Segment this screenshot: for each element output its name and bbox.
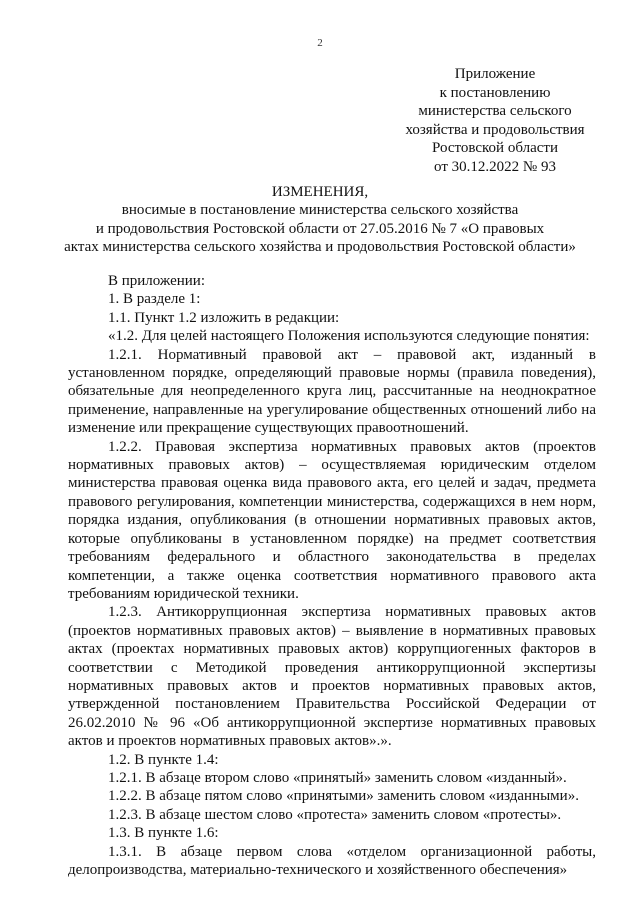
paragraph: 1.2.3. В абзаце шестом слово «протеста» заменить словом «протесты».: [108, 806, 562, 823]
paragraph: «1.2. Для целей настоящего Положения используются следующие понятия:: [108, 328, 590, 345]
paragraph: В приложении:: [108, 273, 205, 289]
appendix-line: Приложение: [454, 66, 536, 82]
appendix-line: от 30.12.2022 № 93: [434, 158, 556, 175]
subtitle-line: и продовольствия Ростовской области от 27.05.2016 № 7 «О правовых: [95, 220, 545, 237]
paragraph: 1.2.1. Нормативный правовой акт – правовой акт, изданный в установленном порядке, определяющий правовые нормы (правила поведения), обязательные для неопределенного круга лиц, рассчитанные на неоднократное применение, направленные на урегулирование общественных отношений либо на изменение или прекращение существующих правоотношений.: [68, 346, 596, 437]
paragraph: 1.2.1. В абзаце втором слово «принятый» заменить словом «изданный».: [108, 769, 567, 786]
paragraph: 1.2.2. Правовая экспертиза нормативных правовых актов (проектов нормативных правовых актов) – осуществляемая юридическим отделом министерства правовая оценка вида правового акта, его целей и задач, предмета правового регулирования, компетенции министерства, содержащихся в нем норм, порядка издания, опубликования (в отношении нормативных правовых актов, которые опубликованы в установленном порядке) на предмет соответствия требованиям федерального и областного законодательства в пределах компетенции, а также оценка соответствия нормативного правового акта требованиям юридической техники.: [68, 438, 596, 602]
page-number: 2: [317, 37, 323, 49]
paragraph: 1.1. Пункт 1.2 изложить в редакции:: [108, 309, 340, 326]
paragraph: 1. В разделе 1:: [108, 291, 201, 308]
appendix-line: к постановлению: [439, 84, 551, 101]
appendix-line: Ростовской области: [432, 140, 558, 156]
appendix-line: министерства сельского: [418, 103, 572, 119]
paragraph: 1.3. В пункте 1.6:: [108, 825, 219, 842]
subtitle-line: вносимые в постановление министерства сельского хозяйства: [121, 202, 519, 218]
paragraph: 1.2.3. Антикоррупционная экспертиза нормативных правовых актов (проектов нормативных правовых актов) – выявление в нормативных правовых актах (проектах нормативных правовых актов) коррупциогенных факторов в соответствии с Методикой проведения антикоррупционной экспертизы нормативных правовых актов и проектов нормативных правовых актов, утвержденной постановлением Правительства Российской Федерации от 26.02.2010 № 96 «Об антикоррупционной экспертизе нормативных правовых актов и проектов нормативных правовых актов».».: [68, 604, 596, 750]
document-body: [68, 272, 596, 879]
paragraph: 1.2.2. В абзаце пятом слово «принятыми» заменить словом «изданными».: [108, 788, 579, 805]
document-subtitle: [0, 201, 640, 257]
appendix-block: [400, 65, 590, 176]
paragraph: 1.2. В пункте 1.4:: [108, 751, 219, 768]
subtitle-line: актах министерства сельского хозяйства и продовольствия Ростовской области»: [64, 239, 576, 255]
paragraph: 1.3.1. В абзаце первом слова «отделом организационной работы, делопроизводства, материально-технического и хозяйственного обеспечения»: [68, 843, 596, 878]
appendix-line: хозяйства и продовольствия: [405, 121, 585, 138]
document-title: ИЗМЕНЕНИЯ,: [271, 184, 369, 200]
